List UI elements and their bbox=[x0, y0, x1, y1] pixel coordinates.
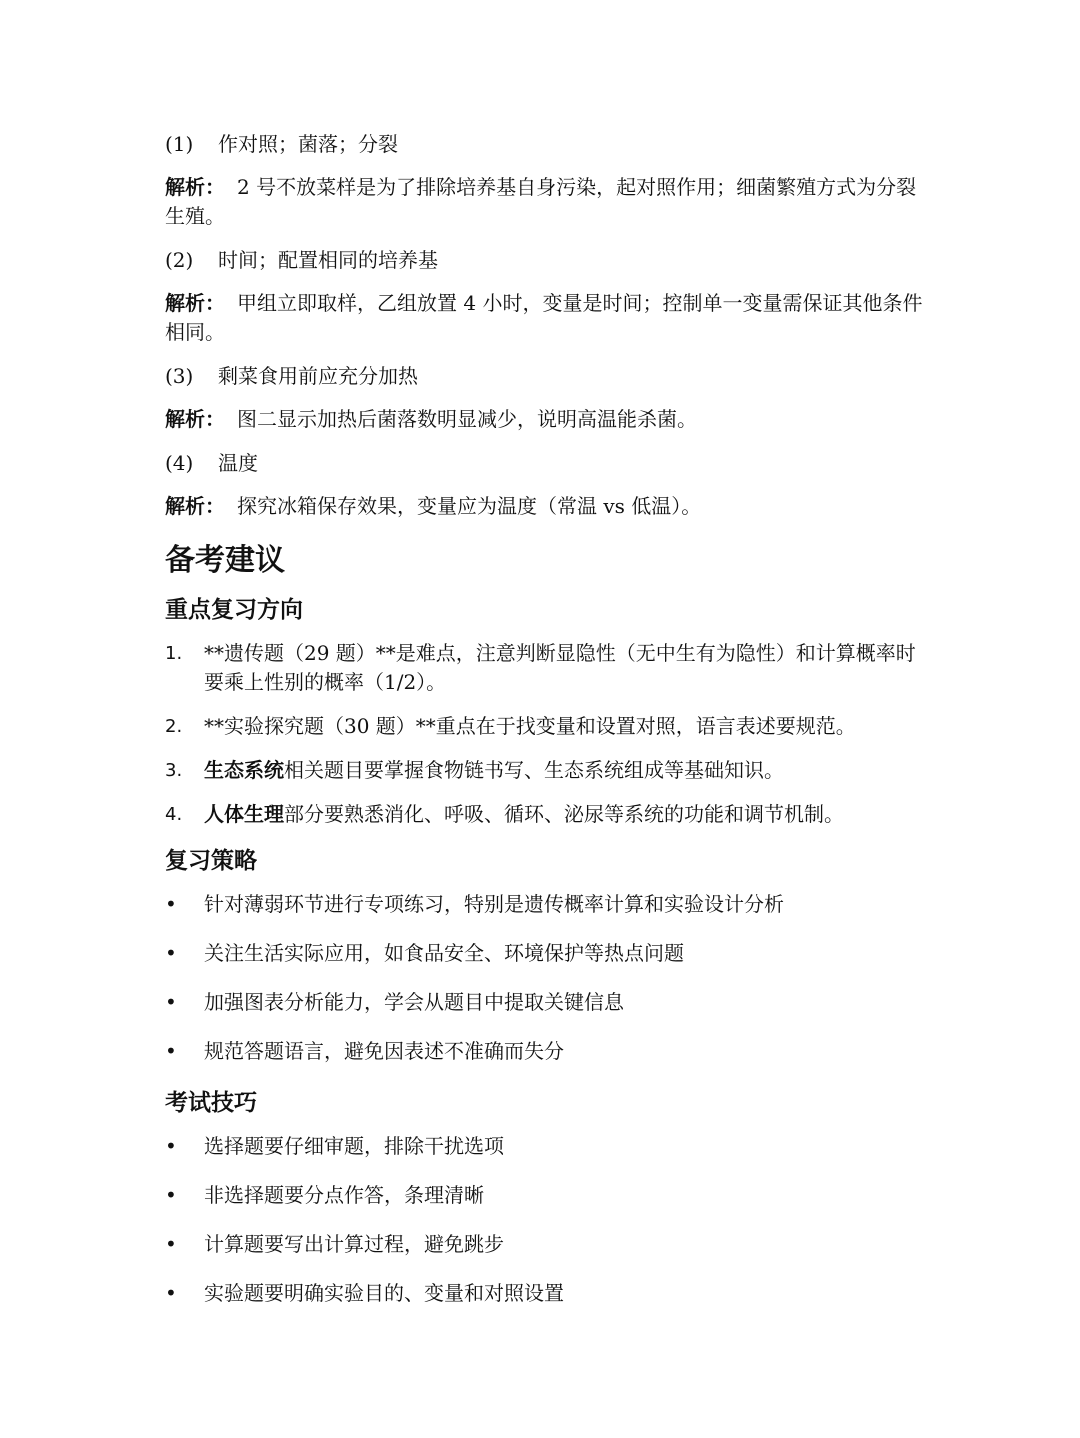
answer-number: (3) bbox=[165, 364, 194, 388]
explanation bbox=[165, 405, 925, 434]
list-text: **实验探究题（30 题）**重点在于找变量和设置对照，语言表述要规范。 bbox=[204, 714, 856, 738]
list-number: 3. bbox=[165, 760, 183, 781]
bullet-icon: • bbox=[165, 1232, 177, 1256]
explanation-label: 解析： bbox=[165, 175, 225, 199]
answer-text: 剩菜食用前应充分加热 bbox=[218, 364, 418, 388]
list-item bbox=[165, 1181, 925, 1210]
explanation-text: 2 号不放菜样是为了排除培养基自身污染，起对照作用；细菌繁殖方式为分裂生殖。 bbox=[165, 175, 917, 228]
bullet-icon: • bbox=[165, 1134, 177, 1158]
list-text: **遗传题（29 题）**是难点，注意判断显隐性（无中生有为隐性）和计算概率时要乘上性别的概率（1/2）。 bbox=[204, 641, 916, 694]
explanation-label: 解析： bbox=[165, 291, 225, 315]
list-text: 计算题要写出计算过程，避免跳步 bbox=[204, 1232, 504, 1256]
bullet-icon: • bbox=[165, 941, 177, 965]
explanation bbox=[165, 492, 925, 521]
answer-block-2 bbox=[165, 244, 925, 347]
list-text: 规范答题语言，避免因表述不准确而失分 bbox=[204, 1039, 564, 1063]
tips-heading: 考试技巧 bbox=[165, 1090, 257, 1116]
answer-text: 作对照；菌落；分裂 bbox=[218, 132, 398, 156]
answer-number: (2) bbox=[165, 248, 194, 272]
explanation-text: 甲组立即取样，乙组放置 4 小时，变量是时间；控制单一变量需保证其他条件相同。 bbox=[165, 291, 923, 344]
tips-list bbox=[165, 1132, 925, 1308]
bullet-icon: • bbox=[165, 892, 177, 916]
list-item bbox=[165, 1230, 925, 1259]
strategy-list bbox=[165, 890, 925, 1066]
answer-number: (1) bbox=[165, 132, 194, 156]
list-bold-term: 人体生理 bbox=[204, 802, 284, 826]
list-number: 2. bbox=[165, 716, 183, 737]
answer-text: 时间；配置相同的培养基 bbox=[218, 248, 438, 272]
list-item bbox=[165, 756, 925, 785]
explanation-text: 图二显示加热后菌落数明显减少，说明高温能杀菌。 bbox=[237, 407, 697, 431]
list-text: 加强图表分析能力，学会从题目中提取关键信息 bbox=[204, 990, 624, 1014]
explanation bbox=[165, 289, 925, 347]
explanation-label: 解析： bbox=[165, 407, 225, 431]
list-item bbox=[165, 639, 925, 697]
explanation-text: 探究冰箱保存效果，变量应为温度（常温 vs 低温）。 bbox=[237, 494, 702, 518]
document-page bbox=[165, 128, 925, 1328]
explanation-label: 解析： bbox=[165, 494, 225, 518]
list-number: 1. bbox=[165, 643, 183, 664]
answer-block-4 bbox=[165, 447, 925, 521]
answer-line bbox=[165, 244, 925, 276]
list-item bbox=[165, 800, 925, 829]
list-text: 关注生活实际应用，如食品安全、环境保护等热点问题 bbox=[204, 941, 684, 965]
bullet-icon: • bbox=[165, 1183, 177, 1207]
explanation bbox=[165, 173, 925, 231]
list-item bbox=[165, 1132, 925, 1161]
list-item bbox=[165, 712, 925, 741]
strategy-heading: 复习策略 bbox=[165, 848, 257, 874]
list-text: 针对薄弱环节进行专项练习，特别是遗传概率计算和实验设计分析 bbox=[204, 892, 784, 916]
list-item bbox=[165, 890, 925, 919]
bullet-icon: • bbox=[165, 1281, 177, 1305]
answer-block-1 bbox=[165, 128, 925, 231]
bullet-icon: • bbox=[165, 990, 177, 1014]
list-item bbox=[165, 939, 925, 968]
list-number: 4. bbox=[165, 804, 183, 825]
list-text: 选择题要仔细审题，排除干扰选项 bbox=[204, 1134, 504, 1158]
answer-text: 温度 bbox=[218, 451, 258, 475]
bullet-icon: • bbox=[165, 1039, 177, 1063]
focus-list bbox=[165, 639, 925, 829]
list-text: 部分要熟悉消化、呼吸、循环、泌尿等系统的功能和调节机制。 bbox=[284, 802, 844, 826]
section-title: 备考建议 bbox=[165, 543, 285, 578]
list-text: 相关题目要掌握食物链书写、生态系统组成等基础知识。 bbox=[284, 758, 784, 782]
list-item bbox=[165, 1037, 925, 1066]
answer-line bbox=[165, 447, 925, 479]
list-item bbox=[165, 1279, 925, 1308]
answer-number: (4) bbox=[165, 451, 194, 475]
answer-line bbox=[165, 128, 925, 160]
list-bold-term: 生态系统 bbox=[204, 758, 284, 782]
list-text: 非选择题要分点作答，条理清晰 bbox=[204, 1183, 484, 1207]
list-text: 实验题要明确实验目的、变量和对照设置 bbox=[204, 1281, 564, 1305]
answer-block-3 bbox=[165, 360, 925, 434]
answer-line bbox=[165, 360, 925, 392]
list-item bbox=[165, 988, 925, 1017]
focus-heading: 重点复习方向 bbox=[165, 597, 303, 623]
